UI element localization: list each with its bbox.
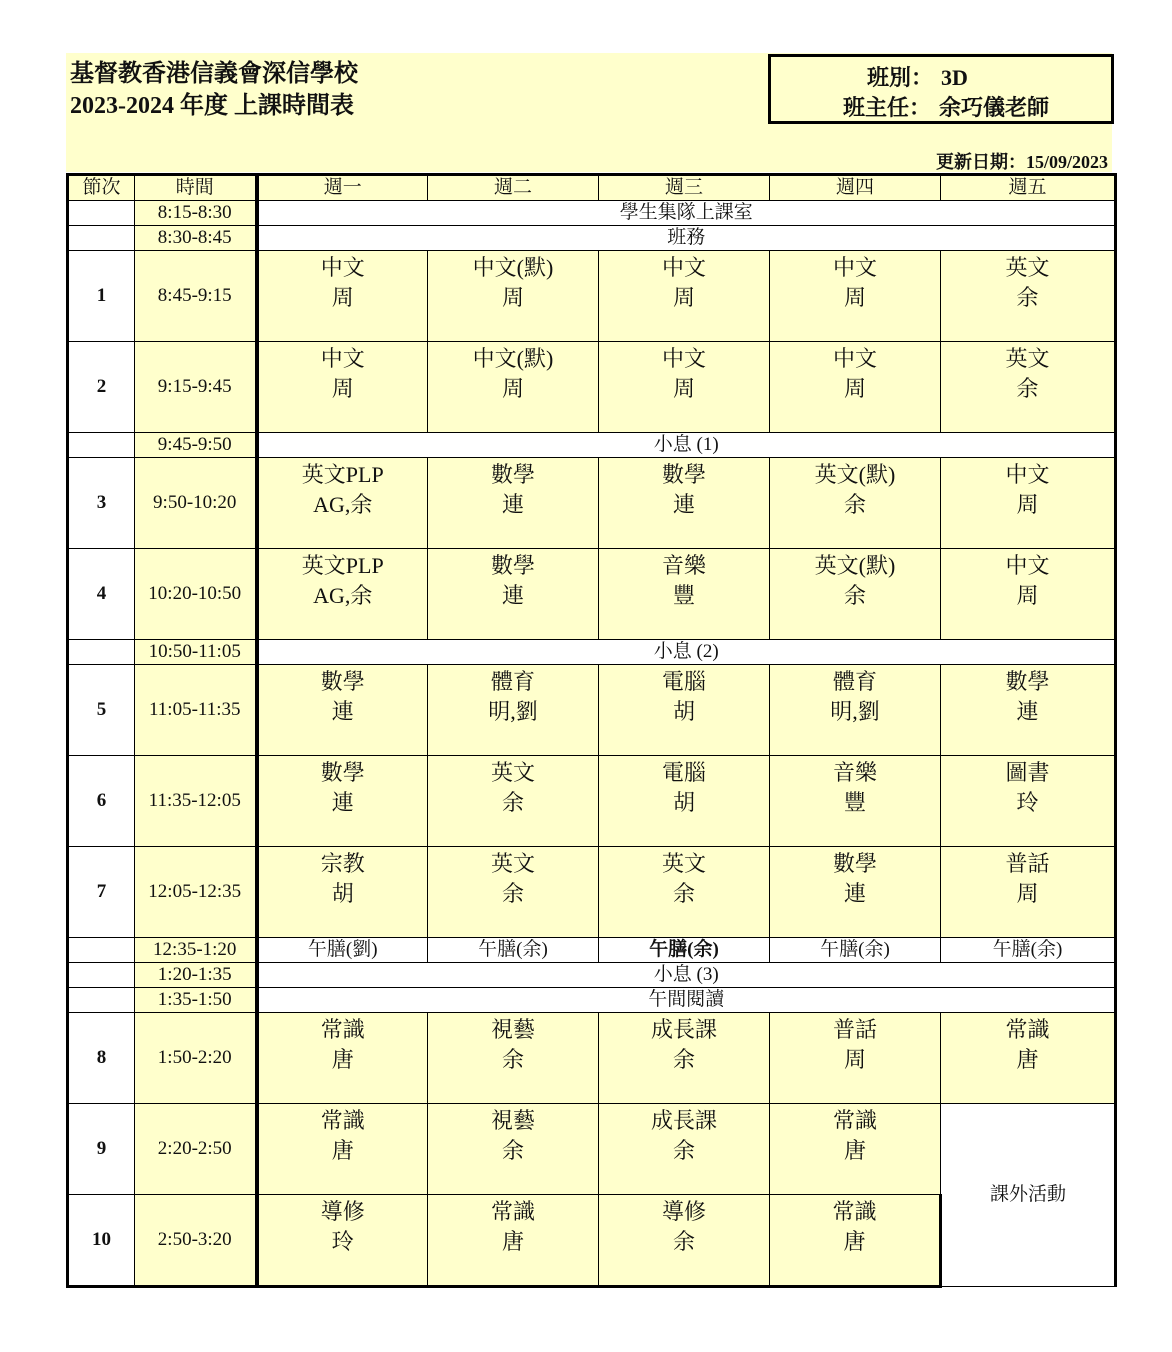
subject-label: 普話 xyxy=(1005,851,1050,876)
lesson-cell xyxy=(428,1013,599,1104)
teacher-label: 周 xyxy=(843,285,866,310)
teacher-label: 豐 xyxy=(843,790,866,815)
subject-label: 中文(默) xyxy=(472,255,554,280)
span-label: 學生集隊上課室 xyxy=(257,201,1116,226)
lesson-row xyxy=(68,342,1116,433)
teacher-label: 余 xyxy=(672,1229,695,1254)
lesson-cell xyxy=(599,458,770,549)
subject-label: 數學 xyxy=(832,851,877,876)
header-day: 週五 xyxy=(941,175,1116,201)
teacher-label: 豐 xyxy=(672,583,695,608)
subject-label: 視藝 xyxy=(490,1017,535,1042)
teacher-label: 明,劉 xyxy=(830,699,880,724)
span-label: 小息 (3) xyxy=(257,963,1116,988)
subject-label: 中文(默) xyxy=(472,346,554,371)
lesson-cell xyxy=(770,549,941,640)
teacher-label: 余 xyxy=(501,1138,524,1163)
teacher-label: 余 xyxy=(501,790,524,815)
teacher-label: 余 xyxy=(672,1138,695,1163)
teacher-label: 連 xyxy=(1016,699,1039,724)
period-num-empty xyxy=(68,433,135,458)
period-number: 5 xyxy=(68,665,135,756)
teacher-label: 胡 xyxy=(672,790,695,815)
subject-label: 常識 xyxy=(832,1108,877,1133)
period-num-empty xyxy=(68,201,135,226)
subject-label: 成長課 xyxy=(650,1017,717,1042)
recess-row xyxy=(68,433,1116,458)
lesson-row xyxy=(68,847,1116,938)
period-number: 8 xyxy=(68,1013,135,1104)
subject-label: 電腦 xyxy=(661,760,706,785)
time-cell: 11:05-11:35 xyxy=(135,665,257,756)
teacher-label: 周 xyxy=(672,285,695,310)
teacher-label: 唐 xyxy=(843,1229,866,1254)
lesson-cell xyxy=(599,665,770,756)
lesson-cell xyxy=(428,1104,599,1195)
year-title: 2023-2024 年度 上課時間表 xyxy=(70,93,354,119)
subject-label: 音樂 xyxy=(832,760,877,785)
teacher-label: 周 xyxy=(843,376,866,401)
teacher-label: 周 xyxy=(1016,492,1039,517)
time-cell: 9:15-9:45 xyxy=(135,342,257,433)
lesson-row xyxy=(68,458,1116,549)
recess-row xyxy=(68,963,1116,988)
subject-label: 英文 xyxy=(1005,255,1050,280)
lesson-cell xyxy=(770,251,941,342)
period-num-empty xyxy=(68,988,135,1013)
teacher-label: 明,劉 xyxy=(488,699,538,724)
lesson-cell xyxy=(428,847,599,938)
teacher-label: 余 xyxy=(672,881,695,906)
subject-label: 視藝 xyxy=(490,1108,535,1133)
time-cell: 8:30-8:45 xyxy=(135,226,257,251)
time-cell: 8:15-8:30 xyxy=(135,201,257,226)
teacher-label: 胡 xyxy=(331,881,354,906)
lesson-cell xyxy=(257,251,428,342)
subject-label: 英文PLP xyxy=(301,553,384,578)
lesson-cell xyxy=(257,458,428,549)
subject-label: 中文 xyxy=(832,255,877,280)
time-cell: 8:45-9:15 xyxy=(135,251,257,342)
lesson-cell xyxy=(428,458,599,549)
teacher-label: 余 xyxy=(501,1047,524,1072)
subject-label: 英文 xyxy=(1005,346,1050,371)
lesson-cell xyxy=(428,342,599,433)
subject-label: 中文 xyxy=(1005,462,1050,487)
span-label: 小息 (2) xyxy=(257,640,1116,665)
lesson-row xyxy=(68,549,1116,640)
lesson-cell xyxy=(941,756,1116,847)
subject-label: 英文(默) xyxy=(814,553,896,578)
lesson-cell xyxy=(599,756,770,847)
time-cell: 10:20-10:50 xyxy=(135,549,257,640)
teacher-label: 連 xyxy=(501,492,524,517)
lunch-cell: 午膳(余) xyxy=(941,938,1116,963)
teacher-label: 余 xyxy=(843,492,866,517)
lesson-cell xyxy=(428,1195,599,1287)
lesson-cell xyxy=(941,549,1116,640)
subject-label: 數學 xyxy=(320,760,365,785)
period-number: 7 xyxy=(68,847,135,938)
subject-label: 中文 xyxy=(661,255,706,280)
time-cell: 2:20-2:50 xyxy=(135,1104,257,1195)
lesson-cell xyxy=(599,342,770,433)
teacher-value: 余巧儀老師 xyxy=(939,95,1050,120)
teacher-label: 唐 xyxy=(1016,1047,1039,1072)
subject-label: 英文(默) xyxy=(814,462,896,487)
subject-label: 數學 xyxy=(490,553,535,578)
lunch-cell: 午膳(余) xyxy=(599,938,770,963)
teacher-label: 周 xyxy=(1016,583,1039,608)
subject-label: 體育 xyxy=(490,669,535,694)
timetable xyxy=(66,173,1117,1288)
lunch-row xyxy=(68,938,1116,963)
time-cell: 2:50-3:20 xyxy=(135,1195,257,1287)
class-value: 3D xyxy=(941,65,968,90)
teacher-label: 余 xyxy=(1016,285,1039,310)
lesson-cell xyxy=(941,847,1116,938)
period-number: 4 xyxy=(68,549,135,640)
lesson-cell xyxy=(770,756,941,847)
span-label: 班務 xyxy=(257,226,1116,251)
lesson-cell xyxy=(599,1013,770,1104)
class-label: 班別： xyxy=(867,65,934,90)
teacher-line xyxy=(843,91,1049,122)
lesson-cell xyxy=(770,1195,941,1287)
teacher-label: 連 xyxy=(672,492,695,517)
teacher-label: 周 xyxy=(331,376,354,401)
teacher-label: 連 xyxy=(501,583,524,608)
span-label: 午間閱讀 xyxy=(257,988,1116,1013)
subject-label: 英文 xyxy=(661,851,706,876)
header-day: 週三 xyxy=(599,175,770,201)
teacher-label: 周 xyxy=(1016,881,1039,906)
lesson-cell xyxy=(257,1195,428,1287)
subject-label: 圖書 xyxy=(1005,760,1050,785)
lesson-row xyxy=(68,1013,1116,1104)
recess-row xyxy=(68,640,1116,665)
teacher-label: 周 xyxy=(501,376,524,401)
lesson-cell xyxy=(257,1104,428,1195)
lesson-cell xyxy=(257,1013,428,1104)
school-title-block xyxy=(70,58,358,122)
lesson-cell xyxy=(941,458,1116,549)
subject-label: 數學 xyxy=(490,462,535,487)
reading-row xyxy=(68,988,1116,1013)
header-day: 週二 xyxy=(428,175,599,201)
time-cell: 1:35-1:50 xyxy=(135,988,257,1013)
time-cell: 11:35-12:05 xyxy=(135,756,257,847)
teacher-label: 玲 xyxy=(1016,790,1039,815)
time-cell: 12:05-12:35 xyxy=(135,847,257,938)
assembly-row xyxy=(68,201,1116,226)
subject-label: 中文 xyxy=(832,346,877,371)
period-number: 2 xyxy=(68,342,135,433)
lesson-cell xyxy=(428,251,599,342)
teacher-label: 連 xyxy=(331,699,354,724)
subject-label: 導修 xyxy=(320,1199,365,1224)
subject-label: 音樂 xyxy=(661,553,706,578)
period-number: 6 xyxy=(68,756,135,847)
lesson-cell xyxy=(428,549,599,640)
period-num-empty xyxy=(68,963,135,988)
subject-label: 中文 xyxy=(1005,553,1050,578)
time-cell: 9:45-9:50 xyxy=(135,433,257,458)
subject-label: 英文PLP xyxy=(301,462,384,487)
teacher-label: 周 xyxy=(331,285,354,310)
subject-label: 普話 xyxy=(832,1017,877,1042)
teacher-label: AG,余 xyxy=(313,492,373,517)
header-period: 節次 xyxy=(68,175,135,201)
lesson-cell xyxy=(257,549,428,640)
time-cell: 9:50-10:20 xyxy=(135,458,257,549)
subject-label: 成長課 xyxy=(650,1108,717,1133)
update-date: 更新日期：15/09/2023 xyxy=(935,152,1108,172)
header-day: 週一 xyxy=(257,175,428,201)
lesson-row xyxy=(68,1104,1116,1195)
lesson-cell xyxy=(941,1013,1116,1104)
subject-label: 宗教 xyxy=(320,851,365,876)
period-num-empty xyxy=(68,226,135,251)
lesson-row xyxy=(68,665,1116,756)
teacher-label: 連 xyxy=(331,790,354,815)
lunch-cell: 午膳(余) xyxy=(770,938,941,963)
lunch-cell: 午膳(余) xyxy=(428,938,599,963)
teacher-label: 周 xyxy=(843,1047,866,1072)
teacher-label: 余 xyxy=(672,1047,695,1072)
lesson-cell xyxy=(257,342,428,433)
teacher-label: 班主任： xyxy=(843,95,932,120)
teacher-label: 連 xyxy=(843,881,866,906)
teacher-label: 余 xyxy=(1016,376,1039,401)
lesson-cell xyxy=(599,1195,770,1287)
teacher-label: 周 xyxy=(672,376,695,401)
period-number: 1 xyxy=(68,251,135,342)
time-cell: 12:35-1:20 xyxy=(135,938,257,963)
teacher-label: AG,余 xyxy=(313,583,373,608)
lesson-row xyxy=(68,251,1116,342)
subject-label: 中文 xyxy=(320,346,365,371)
teacher-label: 唐 xyxy=(501,1229,524,1254)
header-day: 週四 xyxy=(770,175,941,201)
subject-label: 常識 xyxy=(320,1108,365,1133)
span-label: 小息 (1) xyxy=(257,433,1116,458)
lesson-cell xyxy=(770,342,941,433)
lesson-cell xyxy=(599,847,770,938)
lesson-cell xyxy=(941,665,1116,756)
lesson-cell xyxy=(428,665,599,756)
teacher-label: 胡 xyxy=(672,699,695,724)
subject-label: 英文 xyxy=(490,760,535,785)
subject-label: 中文 xyxy=(320,255,365,280)
school-name: 基督教香港信義會深信學校 xyxy=(70,61,358,87)
subject-label: 數學 xyxy=(1005,669,1050,694)
period-number: 9 xyxy=(68,1104,135,1195)
lesson-cell xyxy=(599,549,770,640)
period-number: 10 xyxy=(68,1195,135,1287)
teacher-label: 余 xyxy=(501,881,524,906)
class-line xyxy=(867,61,968,92)
lesson-cell xyxy=(257,756,428,847)
subject-label: 電腦 xyxy=(661,669,706,694)
teacher-label: 唐 xyxy=(843,1138,866,1163)
teacher-label: 余 xyxy=(843,583,866,608)
lunch-cell: 午膳(劉) xyxy=(257,938,428,963)
subject-label: 常識 xyxy=(490,1199,535,1224)
lesson-row xyxy=(68,756,1116,847)
lesson-cell xyxy=(428,756,599,847)
teacher-label: 玲 xyxy=(331,1229,354,1254)
class-duty-row xyxy=(68,226,1116,251)
lesson-cell xyxy=(599,1104,770,1195)
lesson-cell xyxy=(770,1104,941,1195)
subject-label: 常識 xyxy=(1005,1017,1050,1042)
header-time: 時間 xyxy=(135,175,257,201)
lesson-cell xyxy=(599,251,770,342)
time-cell: 1:20-1:35 xyxy=(135,963,257,988)
header-row xyxy=(68,175,1116,201)
lesson-cell xyxy=(941,342,1116,433)
lesson-cell xyxy=(257,847,428,938)
subject-label: 數學 xyxy=(661,462,706,487)
activity-cell: 課外活動 xyxy=(941,1104,1116,1287)
lesson-cell xyxy=(770,458,941,549)
subject-label: 常識 xyxy=(320,1017,365,1042)
lesson-cell xyxy=(941,251,1116,342)
time-cell: 10:50-11:05 xyxy=(135,640,257,665)
lesson-cell xyxy=(770,1013,941,1104)
subject-label: 數學 xyxy=(320,669,365,694)
period-number: 3 xyxy=(68,458,135,549)
subject-label: 導修 xyxy=(661,1199,706,1224)
class-info-box xyxy=(768,54,1114,124)
period-num-empty xyxy=(68,938,135,963)
period-num-empty xyxy=(68,640,135,665)
teacher-label: 唐 xyxy=(331,1138,354,1163)
subject-label: 體育 xyxy=(832,669,877,694)
lesson-cell xyxy=(770,665,941,756)
subject-label: 中文 xyxy=(661,346,706,371)
lesson-cell xyxy=(770,847,941,938)
teacher-label: 周 xyxy=(501,285,524,310)
lesson-cell xyxy=(257,665,428,756)
time-cell: 1:50-2:20 xyxy=(135,1013,257,1104)
subject-label: 英文 xyxy=(490,851,535,876)
teacher-label: 唐 xyxy=(331,1047,354,1072)
subject-label: 常識 xyxy=(832,1199,877,1224)
